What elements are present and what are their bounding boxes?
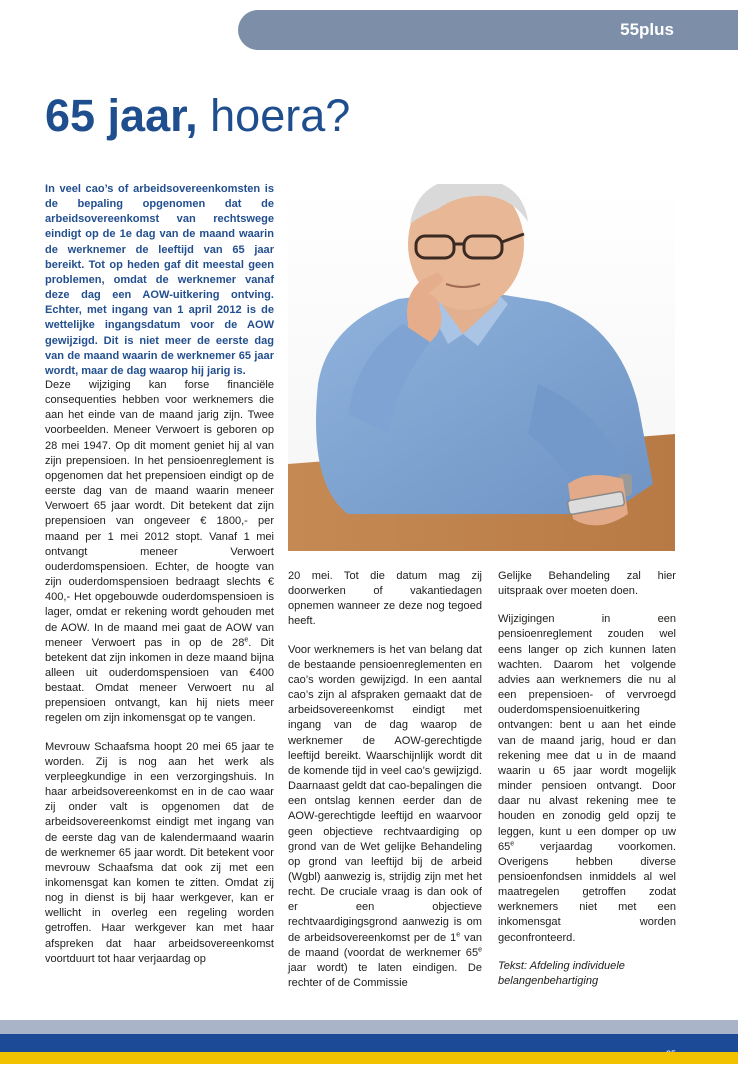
footer-stripe-blue: [0, 1034, 738, 1052]
intro-paragraph: [45, 182, 274, 392]
footer-bar: [0, 1018, 738, 1068]
photo-elderly-man-with-phone: [288, 184, 675, 551]
title-bold: 65 jaar,: [45, 90, 198, 141]
title-light: hoera?: [197, 90, 351, 141]
column-1: [45, 378, 274, 980]
col1-paragraph-2: Mevrouw Schaafsma hoopt 20 mei 65 jaar te worden. Zij is nog aan het werk als verpleegkundige in een verzorgingshuis. In haar arbeidsovereenkomst en in de cao waar zij onder valt is opgenomen dat de arbeidsovereenkomst eindigt met ingang van de eerste dag van de kalendermaand waarin de werknemer 65 jaar wordt. Dit betekent voor mevrouw Schaafsma dat ook zij met een inkomensgat kan komen te zitten. Omdat zij nog in dienst is bij haar werkgever, kan er wellicht in overleg een regeling worden getroffen. Haar werkgever kan met haar afspreken dat haar arbeidsovereenkomst voortduurt tot haar verjaardag op: [45, 740, 274, 965]
footer-stripe-light: [0, 1020, 738, 1034]
section-label: 55plus: [620, 20, 674, 39]
column-2: [288, 569, 482, 1004]
col1-paragraph-1: Deze wijziging kan forse financiële consequenties hebben voor werknemers die aan het einde van de maand jarig zijn. Twee voorbeelden. Meneer Verwoert is geboren op 28 mei 1947. Op dit moment geniet hij al van zijn prepensioen. In het pensioenreglement is opgenomen dat het prepensioen eindigt op de eerste dag van de maand waarin meneer Verwoert 65 jaar wordt. Dit betekent dat zijn prepensioen van ongeveer € 1800,- per maand per 1 mei 2012 stopt. Vanaf 1 mei ontvangt meneer Verwoert ouderdomspensioen. Echter, de hoogte van zijn ouderdomspensioen bedraagt slechts € 400,- Het opgebouwde ouderdomspensioen is lager, omdat er rekening wordt gehouden met de AOW. In de maand mei gaat de AOW van meneer Verwoert pas in op de 28e. Dit betekent dat zijn inkomen in deze maand bijna alleen uit ouderdomspensioen van €400 bestaat. Omdat meneer Verwoert nu al prepensioen ontvangt, kan hij niets meer regelen om zijn inkomensgat op te vangen.: [45, 379, 274, 725]
column-3: [498, 569, 676, 1002]
intro-text: In veel cao’s of arbeidsovereenkomsten is de bepaling opgenomen dat de arbeidsovereenkomst van rechtswege eindigt op de 1e dag van de maand waarin de werknemer de leeftijd van 65 jaar bereikt. Tot op heden gaf dit meestal geen problemen, omdat de werknemer vanaf deze dag een AOW-uitkering ontving. Echter, met ingang van 1 april 2012 is de wettelijke ingangsdatum voor de AOW gewijzigd. Dit is niet meer de eerste dag van de maand waarin de werknemer 65 jaar wordt, maar de dag waarop hij jarig is.: [45, 183, 274, 377]
col2-paragraph-2: Voor werknemers is het van belang dat de bestaande pensioenreglementen en cao’s worden gewijzigd. In een aantal cao’s zijn al afspraken gemaakt dat de arbeidsovereenkomst eindigt met ingang van de dag waarop de werknemer de AOW-gerechtigde leeftijd bereikt. Waarschijnlijk wordt dit de komende tijd in veel cao’s gewijzigd. Daarnaast geldt dat cao-bepalingen die een ontslag kennen eerder dan de AOW-gerechtigde leeftijd en waarvoor geen objectieve rechtvaardiging op grond van de Wet gelijke Behandeling op grond van leeftijd bij de arbeid (Wgbl) aanwezig is, strijdig zijn met het recht. De cruciale vraag is dan ook of er een objectieve rechtvaardigingsgrond aanwezig is om de arbeidsovereenkomst per de 1e van de maand (voordat de werknemer 65e jaar wordt) te laten eindigen. De rechter of de Commissie: [288, 643, 482, 990]
author-credit: Tekst: Afdeling individuele belangenbehartiging: [498, 959, 625, 987]
col2-paragraph-1: 20 mei. Tot die datum mag zij doorwerken of vakantiedagen opnemen wanneer ze deze nog tegoed heeft.: [288, 570, 482, 628]
article-title: [45, 88, 350, 144]
col3-paragraph-1: Gelijke Behandeling zal hier uitspraak over moeten doen.: [498, 570, 676, 598]
section-tab: [238, 10, 738, 50]
col3-paragraph-2: Wijzigingen in een pensioenreglement zouden wel eens langer op zich kunnen laten wachten. Daarom het volgende advies aan werknemers die nu al een prepensioen- of vervroegd ouderdomspensioenuitkering ontvangen: bent u aan het einde van de maand jarig, houd er dan rekening mee dat u in de maand waarin u 65 jaar wordt mogelijk minder pensioen ontvangt. Door daar nu alvast rekening mee te houden en zonodig geld opzij te leggen, kunt u een domper op uw 65e verjaardag voorkomen. Overigens hebben diverse pensioenfondsen inmiddels al wel maatregelen getroffen zodat werknemers niet met een inkomensgat worden geconfronteerd.: [498, 613, 676, 944]
footer-stripe-yellow: [0, 1052, 738, 1064]
